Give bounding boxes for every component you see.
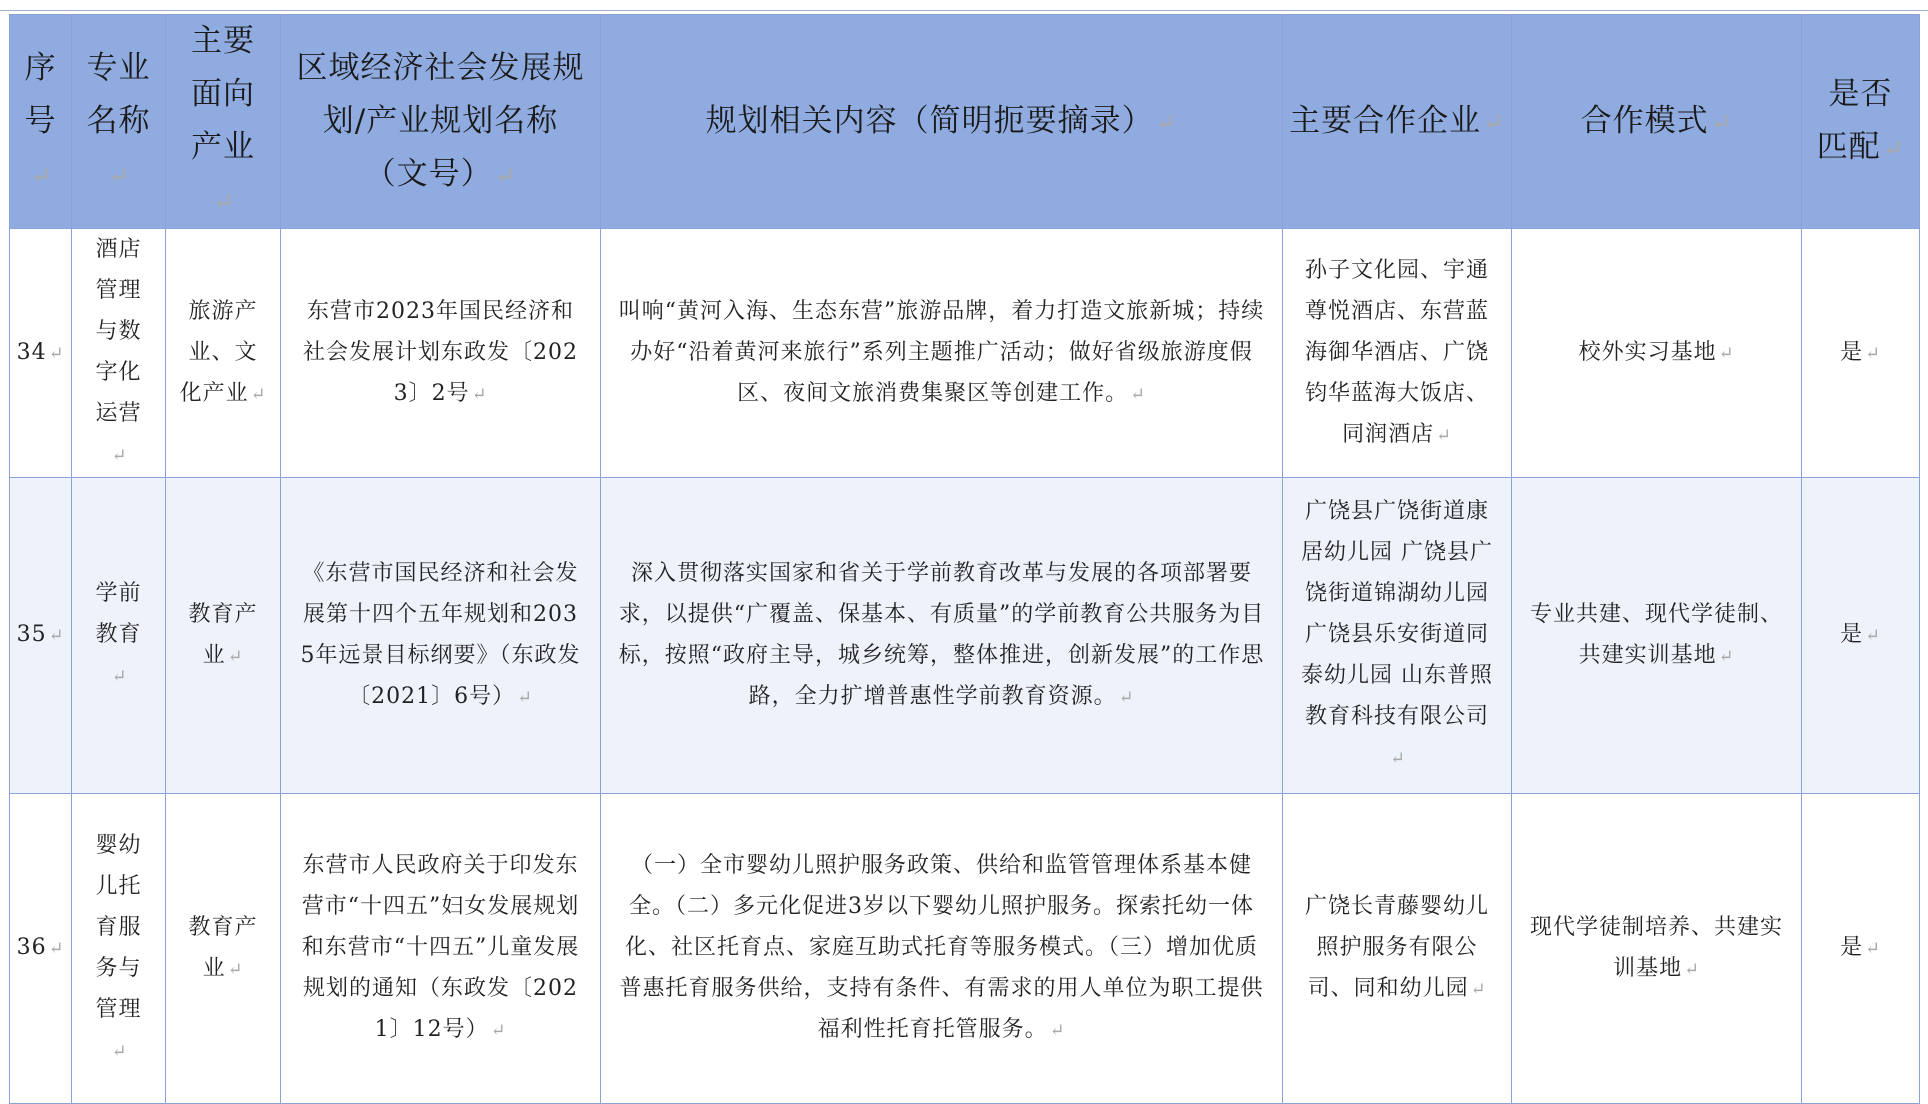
cell-plan-content: （一）全市婴幼儿照护服务政策、供给和监管管理体系基本健全。（二）多元化促进3岁以下婴幼儿照护服务。探索托幼一体化、社区托育点、家庭互助式托育等服务模式。（三）增加优质普惠托育服务供给，支持有条件、有需求的用人单位为职工提供福利性托育托管服务。 ↵ (601, 794, 1283, 1104)
cell-match: 是 ↵ (1802, 229, 1920, 478)
table-row (10, 229, 1920, 478)
header-plan-name: 区域经济社会发展规划/产业规划名称（文号）↵ (281, 15, 601, 229)
cell-industry: 旅游产业、文化产业 ↵ (166, 229, 281, 478)
header-match: 是否匹配↵ (1802, 15, 1920, 229)
header-industry: 主要面向产业↵ (166, 15, 281, 229)
cell-mode: 现代学徒制培养、共建实训基地 ↵ (1512, 794, 1802, 1104)
cell-seq: 36 ↵ (10, 794, 72, 1104)
header-plan-content: 规划相关内容（简明扼要摘录）↵ (601, 15, 1283, 229)
cell-industry: 教育产业 ↵ (166, 478, 281, 794)
cell-mode: 专业共建、现代学徒制、共建实训基地 ↵ (1512, 478, 1802, 794)
header-partners: 主要合作企业↵ (1283, 15, 1512, 229)
table-header-row (10, 15, 1920, 229)
cell-major: 学前教育↵ (72, 478, 166, 794)
cell-partners: 孙子文化园、宇通尊悦酒店、东营蓝海御华酒店、广饶钧华蓝海大饭店、同润酒店 ↵ (1283, 229, 1512, 478)
cell-match: 是 ↵ (1802, 794, 1920, 1104)
cell-partners: 广饶长青藤婴幼儿照护服务有限公司、同和幼儿园 ↵ (1283, 794, 1512, 1104)
cell-major: 婴幼儿托育服务与管理↵ (72, 794, 166, 1104)
header-major: 专业名称↵ (72, 15, 166, 229)
table-row (10, 794, 1920, 1104)
cell-plan-name: 《东营市国民经济和社会发展第十四个五年规划和2035年远景目标纲要》（东政发〔2021〕6号） ↵ (281, 478, 601, 794)
cell-seq: 34 ↵ (10, 229, 72, 478)
header-seq: 序号↵ (10, 15, 72, 229)
cell-seq: 35 ↵ (10, 478, 72, 794)
cell-partners: 广饶县广饶街道康居幼儿园 广饶县广饶街道锦湖幼儿园 广饶县乐安街道同泰幼儿园 山东普照教育科技有限公司↵ (1283, 478, 1512, 794)
cell-match: 是 ↵ (1802, 478, 1920, 794)
cell-plan-name: 东营市2023年国民经济和社会发展计划东政发〔2023〕2号 ↵ (281, 229, 601, 478)
page-top-border (0, 0, 1928, 11)
cell-plan-content: 深入贯彻落实国家和省关于学前教育改革与发展的各项部署要求，以提供“广覆盖、保基本、有质量”的学前教育公共服务为目标，按照“政府主导，城乡统筹，整体推进，创新发展”的工作思路，全力扩增普惠性学前教育资源。 ↵ (601, 478, 1283, 794)
cell-industry: 教育产业 ↵ (166, 794, 281, 1104)
cell-plan-content: 叫响“黄河入海、生态东营”旅游品牌，着力打造文旅新城；持续办好“沿着黄河来旅行”系列主题推广活动；做好省级旅游度假区、夜间文旅消费集聚区等创建工作。 ↵ (601, 229, 1283, 478)
cell-mode: 校外实习基地 ↵ (1512, 229, 1802, 478)
planning-table (9, 14, 1920, 1104)
cell-plan-name: 东营市人民政府关于印发东营市“十四五”妇女发展规划和东营市“十四五”儿童发展规划的通知（东政发〔2021〕12号） ↵ (281, 794, 601, 1104)
cell-major: 酒店管理与数字化运营↵ (72, 229, 166, 478)
header-mode: 合作模式↵ (1512, 15, 1802, 229)
table-row (10, 478, 1920, 794)
